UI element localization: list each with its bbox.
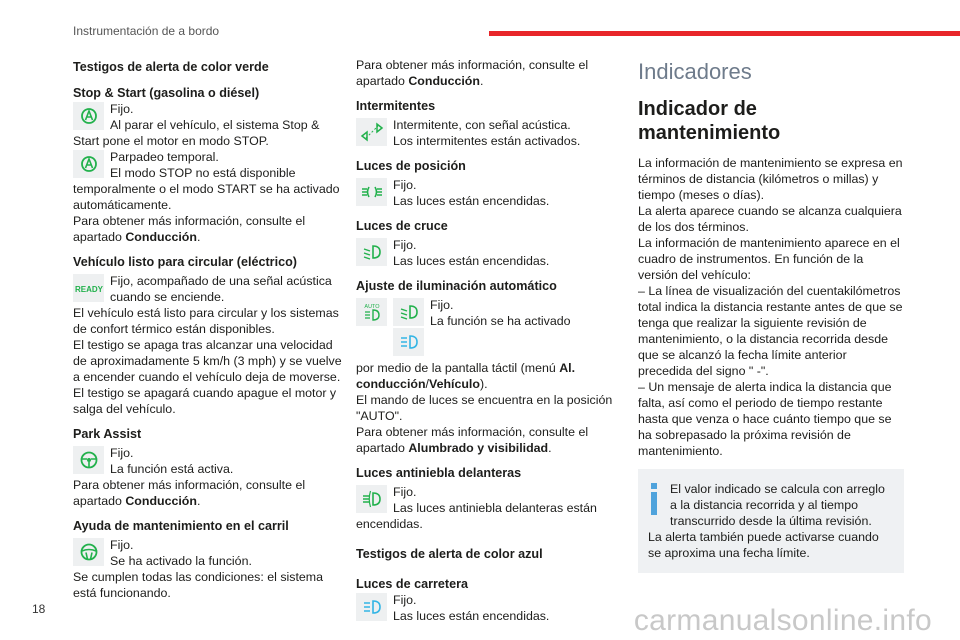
page-number: 18 xyxy=(32,602,46,616)
blue-warnings-title: Testigos de alerta de color azul xyxy=(356,547,543,561)
stop-start-reference: Para obtener más información, consulte el apartado Conducción. xyxy=(73,214,306,244)
lane-keeping-entry: Fijo. Se ha activado la función. Se cumplen todas las condiciones: el sistema está funcionando. xyxy=(73,538,324,600)
position-lights-title: Luces de posición xyxy=(356,159,466,173)
stop-start-title: Stop & Start (gasolina o diésel) xyxy=(73,86,260,100)
info-note: El valor indicado se calcula con arreglo a la distancia recorrida y al tiempo transcurrido desde la última revisión. La alerta también puede activarse cuando se aproxima una fecha límite. xyxy=(638,469,904,573)
driving-reference: Para obtener más información, consulte el apartado Conducción. xyxy=(356,58,589,88)
stop-start-fixed: Fijo. Al parar el vehículo, el sistema Stop & Start pone el motor en modo STOP. xyxy=(73,102,320,148)
ready-title: Vehículo listo para circular (eléctrico) xyxy=(73,255,297,269)
auto-lighting-icons-2 xyxy=(393,298,424,358)
park-assist-reference: Para obtener más información, consulte el apartado Conducción. xyxy=(73,478,306,508)
auto-headlight-icon xyxy=(356,298,387,326)
front-fog-entry: Fijo. Las luces antiniebla delanteras están encendidas. xyxy=(356,485,597,531)
park-assist-title: Park Assist xyxy=(73,427,142,441)
main-beam-entry: Fijo. Las luces están encendidas. xyxy=(356,592,618,624)
column-2 xyxy=(356,57,618,624)
lane-keeping-title: Ayuda de mantenimiento en el carril xyxy=(73,519,289,533)
auto-lighting-icons xyxy=(356,298,387,328)
watermark: carmanualsonline.info xyxy=(633,604,932,637)
position-lights-icon xyxy=(356,178,387,206)
park-assist-icon xyxy=(73,446,104,474)
steering-wheel-icon xyxy=(73,538,104,566)
indicators-title: Intermitentes xyxy=(356,99,436,113)
main-beam-title: Luces de carretera xyxy=(356,577,469,591)
main-beam-icon xyxy=(393,328,424,356)
svg-text:READY: READY xyxy=(74,285,103,294)
body-paragraph: La alerta aparece cuando se alcanza cualquiera de los dos términos. xyxy=(638,204,902,234)
dipped-beam-icon xyxy=(393,298,424,326)
service-indicator-heading: Indicador de mantenimiento xyxy=(638,98,781,144)
main-beam-icon xyxy=(356,593,387,621)
info-icon xyxy=(648,483,660,515)
indicators-heading: Indicadores xyxy=(638,59,752,84)
body-paragraph: La información de mantenimiento se expresa en términos de distancia (kilómetros o millas) y tiempo (meses o días). xyxy=(638,156,903,202)
green-warnings-title: Testigos de alerta de color verde xyxy=(73,60,269,74)
lighting-reference: Para obtener más información, consulte el apartado Alumbrado y visibilidad. xyxy=(356,425,589,455)
ready-entry: READY Fijo, acompañado de una señal acústica cuando se enciende. El vehículo está listo para circular y los sistemas de confort térmico están disponibles. El testigo se apaga tras alcanzar una velocidad de aproximadamente 5 km/h (3 mph) y se vuelve a encender cuando el vehículo deja de moverse. El testigo se apagará cuando apague el motor y salga del vehículo. xyxy=(73,274,342,416)
stop-start-flashing: Parpadeo temporal. El modo STOP no está disponible temporalmente o el modo START se ha activado automáticamente. Para obtener más información, consulte el apartado Conducción. xyxy=(73,149,343,245)
turn-signals-icon xyxy=(356,118,387,146)
column-1 xyxy=(73,57,343,601)
stop-start-icon xyxy=(73,102,104,130)
dipped-beam-icon xyxy=(356,238,387,266)
position-lights-entry: Fijo. Las luces están encendidas. xyxy=(356,177,618,209)
indicators-entry: Intermitente, con señal acústica. Los intermitentes están activados. xyxy=(356,117,618,149)
running-header: Instrumentación de a bordo xyxy=(73,24,220,38)
header-accent-bar xyxy=(489,31,960,36)
front-fog-title: Luces antiniebla delanteras xyxy=(356,466,522,480)
ready-icon xyxy=(73,274,104,302)
auto-lighting-entry: AUTO Fijo. La función se ha activado por medio de la pantalla táctil (menú Al. conducción/Vehículo). El mando de luces se encuentra en la posición "AUTO". Para obtener más información, consulte el apartado Alumbrado y visibilidad. xyxy=(356,297,618,456)
front-fog-icon xyxy=(356,485,387,513)
column-3 xyxy=(638,57,904,573)
dipped-beam-entry: Fijo. Las luces están encendidas. xyxy=(356,237,618,269)
svg-text:AUTO: AUTO xyxy=(363,304,380,310)
list-item: – La línea de visualización del cuentakilómetros total indica la distancia restante antes de que se tenga que realizar la siguiente revisión de mantenimiento, o la distancia recorrida desde que se alcanzó la fecha límite anterior precedida del signo " -". xyxy=(638,284,903,378)
park-assist-entry: Fijo. La función está activa. Para obtener más información, consulte el apartado Conducción. xyxy=(73,445,343,509)
dipped-beam-title: Luces de cruce xyxy=(356,219,448,233)
list-item: – Un mensaje de alerta indica la distancia que falta, así como el periodo de tiempo restante hasta que venza o hace cuánto tiempo que se ha sobrepasado la próxima revisión de mantenimiento. xyxy=(638,380,892,458)
body-paragraph: La información de mantenimiento aparece en el cuadro de instrumentos. En función de la versión del vehículo: xyxy=(638,236,900,282)
stop-start-icon xyxy=(73,150,104,178)
auto-lighting-title: Ajuste de iluminación automático xyxy=(356,279,557,293)
